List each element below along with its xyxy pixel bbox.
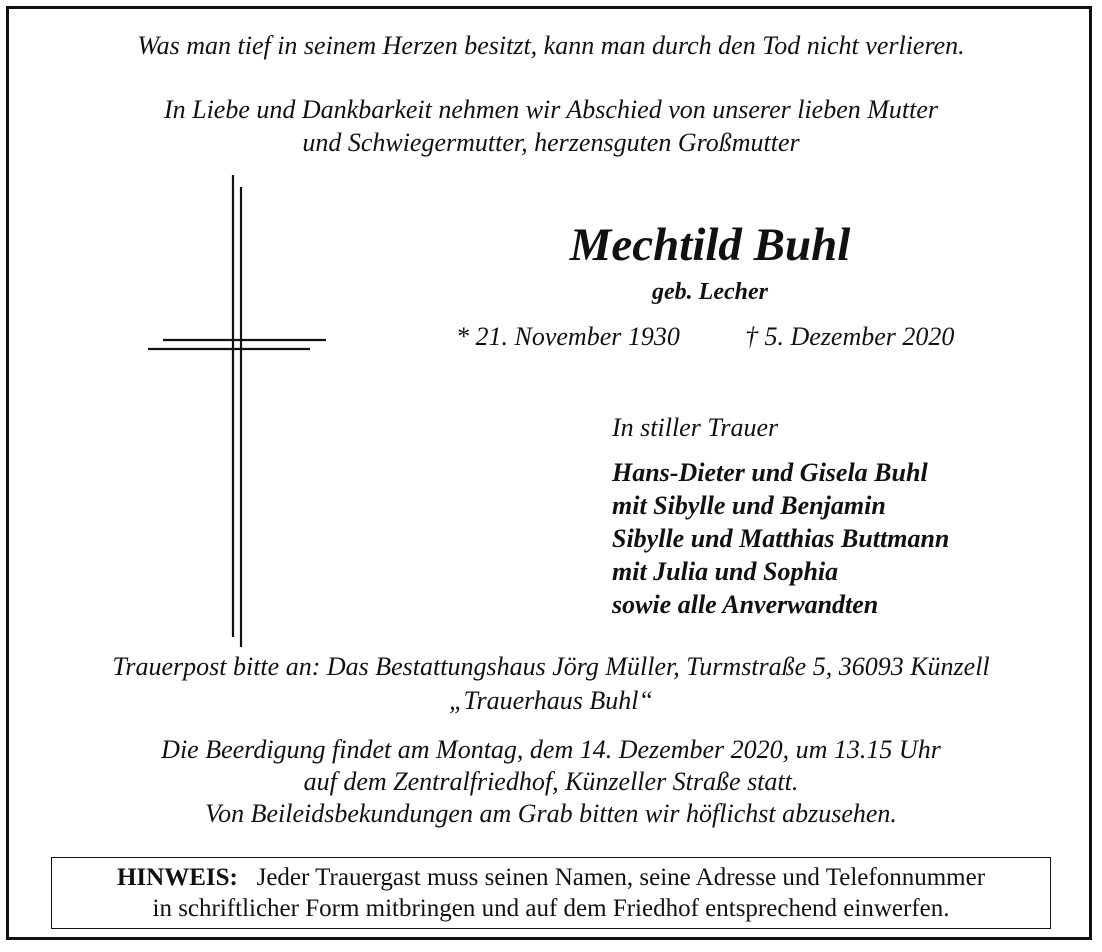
motto-quote: Was man tief in seinem Herzen besitzt, kann man durch den Tod nicht verlieren. [137, 31, 965, 60]
mail-recipient-line: „Trauerhaus Buhl“ [449, 686, 653, 715]
mourner-line: mit Julia und Sophia [612, 557, 839, 586]
notice-line-1 [52, 862, 1050, 893]
birth-date: * 21. November 1930 [456, 322, 680, 351]
notice-text-1: Jeder Trauergast muss seinen Namen, seine Adresse und Telefonnummer [256, 864, 986, 891]
funeral-line-3: Von Beileidsbekundungen am Grab bitten wir höflichst abzusehen. [205, 799, 897, 828]
notice-label: HINWEIS: [116, 864, 238, 891]
deceased-name: Mechtild Buhl [569, 219, 851, 271]
mourners-list [612, 456, 949, 621]
mourner-line: sowie alle Anverwandten [612, 590, 879, 619]
intro-line-2: und Schwiegermutter, herzensguten Großmutter [302, 128, 800, 157]
mourner-line: Hans-Dieter und Gisela Buhl [612, 458, 928, 487]
notice-box [51, 857, 1051, 929]
death-date: † 5. Dezember 2020 [745, 322, 955, 351]
cross-icon [146, 175, 328, 650]
funeral-line-1: Die Beerdigung findet am Montag, dem 14. Dezember 2020, um 13.15 Uhr [161, 735, 941, 764]
funeral-line-2: auf dem Zentralfriedhof, Künzeller Straße statt. [303, 767, 799, 796]
notice-line-2: in schriftlicher Form mitbringen und auf dem Friedhof entsprechend einwerfen. [152, 895, 950, 922]
mail-address-line: Trauerpost bitte an: Das Bestattungshaus Jörg Müller, Turmstraße 5, 36093 Künzell [112, 652, 990, 681]
mourner-line: Sibylle und Matthias Buttmann [612, 524, 950, 553]
intro-line-1: In Liebe und Dankbarkeit nehmen wir Abschied von unserer lieben Mutter [163, 95, 939, 124]
maiden-name: geb. Lecher [652, 279, 768, 305]
mourner-line: mit Sibylle und Benjamin [612, 491, 886, 520]
mourning-intro: In stiller Trauer [612, 413, 779, 442]
